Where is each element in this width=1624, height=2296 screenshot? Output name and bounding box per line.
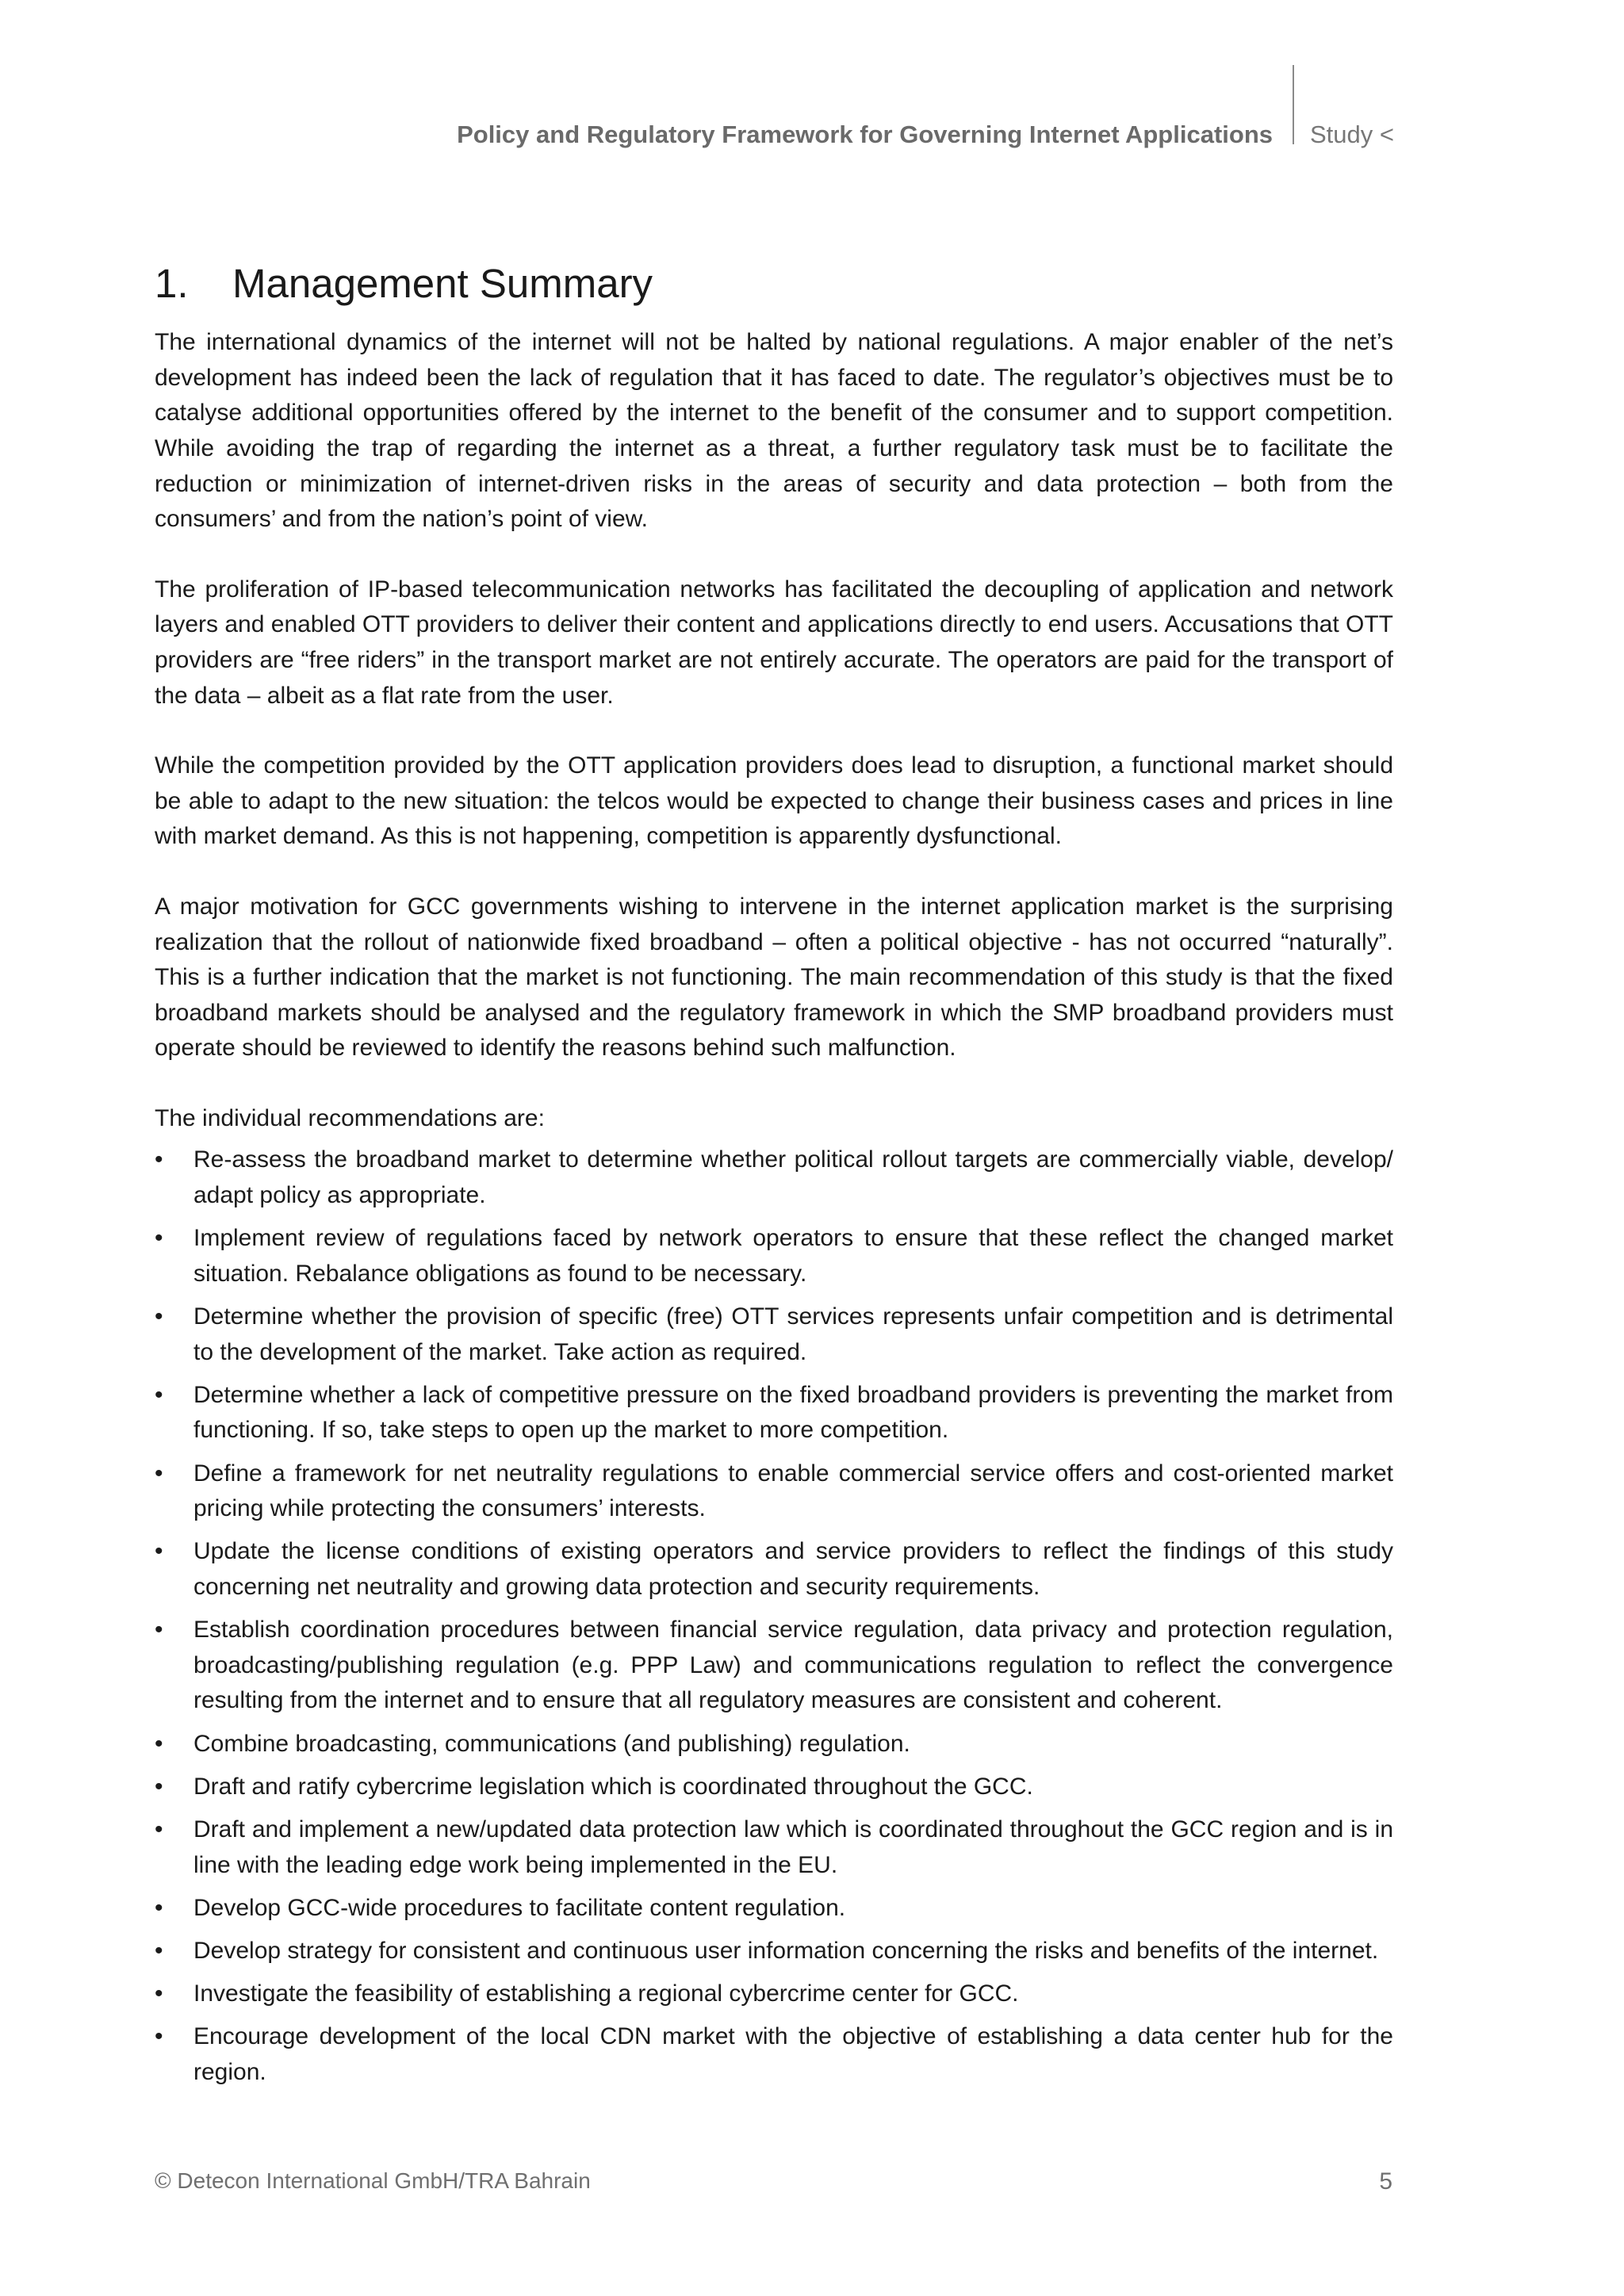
paragraph: A major motivation for GCC governments wishing to intervene in the internet application market is the surprising realization that the rollout of nationwide fixed broadband – often a political objective - has not occurred “naturally”. This is a further indication that the market is not functioning. The main recommendation of this study is that the fixed broadband markets should be analysed and the regulatory framework in which the SMP broadband providers must operate should be reviewed to identify the reasons behind such malfunction. xyxy=(155,893,1393,1062)
bullet-icon: • xyxy=(155,1816,163,1843)
paragraph: The international dynamics of the internet will not be halted by national regulations. A major enabler of the net’s development has indeed been the lack of regulation that it has faced to date. The regulator’s objectives must be to catalyse additional opportunities offered by the internet to the benefit of the consumer and to support competition. While avoiding the trap of regarding the internet as a threat, a further regulatory task must be to facilitate the reduction or minimization of internet-driven risks in the areas of security and data protection – both from the consumers’ and from the nation’s point of view. xyxy=(155,329,1393,533)
list-item-text: Determine whether a lack of competitive pressure on the fixed broadband providers is preventing the market from functioning. If so, take steps to open up the market to more competition. xyxy=(193,1381,1393,1444)
running-header xyxy=(457,119,1394,151)
list-item-text: Encourage development of the local CDN market with the objective of establishing a data center hub for the region. xyxy=(193,2023,1393,2085)
header-title: Policy and Regulatory Framework for Governing Internet Applications xyxy=(457,121,1273,148)
list-item xyxy=(155,1613,1393,1719)
bullet-icon: • xyxy=(155,2023,163,2050)
list-item xyxy=(155,1299,1393,1370)
list-item-text: Draft and implement a new/updated data protection law which is coordinated throughout the GCC region and is in line with the leading edge work being implemented in the EU. xyxy=(193,1816,1393,1878)
list-item xyxy=(155,1221,1393,1292)
list-item-text: Draft and ratify cybercrime legislation which is coordinated throughout the GCC. xyxy=(193,1773,1033,1800)
bullet-icon: • xyxy=(155,1937,163,1964)
paragraph: The proliferation of IP-based telecommunication networks has facilitated the decoupling of application and network layers and enabled OTT providers to deliver their content and applications directly to end users. Accusations that OTT providers are “free riders” in the transport market are not entirely accurate. The operators are paid for the transport of the data – albeit as a flat rate from the user. xyxy=(155,576,1393,709)
list-item xyxy=(155,1770,1393,1805)
list-item-text: Define a framework for net neutrality regulations to enable commercial service offers and cost-oriented market pricing while protecting the consumers’ interests. xyxy=(193,1460,1393,1522)
main-content xyxy=(155,259,1393,2098)
list-item-text: Establish coordination procedures between financial service regulation, data privacy and protection regulation, broadcasting/publishing regulation (e.g. PPP Law) and communications regulation to reflect the convergence resulting from the internet and to ensure that all regulatory measures are consistent and coherent. xyxy=(193,1617,1393,1714)
recommendations-list xyxy=(155,1142,1393,2090)
list-item-text: Develop GCC-wide procedures to facilitate content regulation. xyxy=(193,1894,846,1921)
list-item xyxy=(155,1891,1393,1927)
bullet-icon: • xyxy=(155,1303,163,1330)
list-item-text: Implement review of regulations faced by network operators to ensure that these reflect the changed market situation. Rebalance obligations as found to be necessary. xyxy=(193,1225,1393,1287)
bullet-icon: • xyxy=(155,1617,163,1644)
list-item xyxy=(155,1812,1393,1883)
bullet-icon: • xyxy=(155,1773,163,1800)
list-item xyxy=(155,1534,1393,1605)
list-item xyxy=(155,1378,1393,1448)
section-number: 1. xyxy=(155,261,189,306)
page-number: 5 xyxy=(1379,2168,1392,2195)
bullet-icon: • xyxy=(155,1538,163,1565)
bullet-icon: • xyxy=(155,1460,163,1487)
paragraph: While the competition provided by the OTT application providers does lead to disruption, a functional market should be able to adapt to the new situation: the telcos would be expected to change their business cases and prices in line with market demand. As this is not happening, competition is apparently dysfunctional. xyxy=(155,752,1393,850)
list-item-text: Combine broadcasting, communications (and publishing) regulation. xyxy=(193,1730,910,1757)
list-item-text: Update the license conditions of existing operators and service providers to reflect the findings of this study concerning net neutrality and growing data protection and security requirements. xyxy=(193,1538,1393,1600)
bullet-icon: • xyxy=(155,1980,163,2007)
list-item xyxy=(155,1727,1393,1762)
list-item-text: Determine whether the provision of specific (free) OTT services represents unfair competition and is detrimental to the development of the market. Take action as required. xyxy=(193,1303,1393,1365)
recommendations-intro: The individual recommendations are: xyxy=(155,1104,545,1131)
section-heading xyxy=(155,259,1393,308)
list-item-text: Investigate the feasibility of establishing a regional cybercrime center for GCC. xyxy=(193,1980,1019,2007)
list-item-text: Re-assess the broadband market to determine whether political rollout targets are commercially viable, develop/​adapt policy as appropriate. xyxy=(193,1146,1393,1209)
bullet-icon: • xyxy=(155,1381,163,1408)
footer-copyright: © Detecon International GmbH/TRA Bahrain xyxy=(155,2168,591,2193)
list-item xyxy=(155,1142,1393,1213)
section-title: Management Summary xyxy=(232,261,653,306)
header-section-label: Study < xyxy=(1310,121,1394,148)
bullet-icon: • xyxy=(155,1225,163,1252)
list-item xyxy=(155,2019,1393,2090)
list-item xyxy=(155,1976,1393,2012)
bullet-icon: • xyxy=(155,1894,163,1921)
bullet-icon: • xyxy=(155,1730,163,1757)
bullet-icon: • xyxy=(155,1146,163,1173)
list-item-text: Develop strategy for consistent and continuous user information concerning the risks and benefits of the internet. xyxy=(193,1937,1379,1964)
list-item xyxy=(155,1456,1393,1527)
list-item xyxy=(155,1934,1393,1969)
